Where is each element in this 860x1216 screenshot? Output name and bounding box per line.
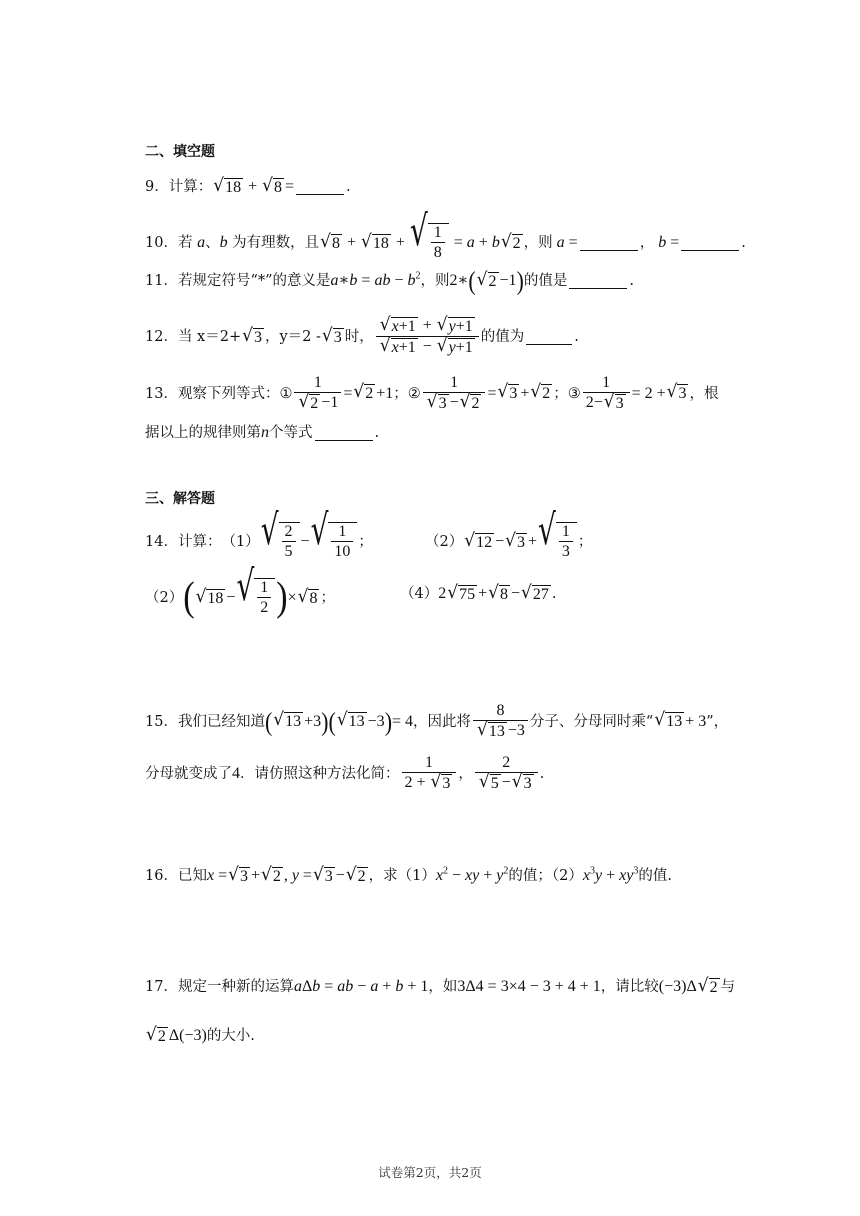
question-17: 17． 规定一种新的运算 aΔb = ab − a + b + 1 ，如 3Δ4 = 3×4 − 3 + 4 + 1 ，请比较 (−3)Δ √ 2 与 <box>145 974 736 996</box>
answer-blank[interactable] <box>569 274 627 289</box>
section-title-answer: 三、解答题 <box>145 491 215 507</box>
answer-blank-a[interactable] <box>580 236 638 251</box>
question-12: 12． 当 x＝2+ √ 3 ，y＝2 - √ 3 时， √ x+1 + √ y+1 √ x+1 − √ y+1 的值为 . <box>145 314 579 357</box>
question-14-part-2: （2） √ 12 − √ 3 + √ $\frac{1}{3}$ ； <box>425 505 593 560</box>
question-15: 15． 我们已经知道 ( √ 13 +3 ) ( √ 13 −3 ) = 4 ，因此将 8 √ 13 −3 分子、分母同时乘“ √ 13 + 3 ”， <box>145 702 729 741</box>
question-14-part-4: （4） 2 √ 75 + √ 8 − √ 27 . <box>400 581 557 603</box>
section-title-fill-blank: 二、填空题 <box>145 144 215 160</box>
question-14-part-3: （2） ( √ 18 − √ $\frac{1}{2}$ ) × √ 8 ； <box>145 561 335 620</box>
page-footer: 试卷第2页，共2页 <box>378 1165 482 1180</box>
question-13-line-2: 据以上的规律则第 n 个等式 . <box>145 424 380 441</box>
answer-blank[interactable] <box>526 330 572 345</box>
question-15-line-2: 分母就变成了 4 ．请仿照这种方法化简： 1 2 + √ 3 ， 2 √ 5 − √ 3 . <box>145 754 545 793</box>
question-13: 13． 观察下列等式： ① 1 √ 2 −1 = √ 2 +1 ； ② 1 √ 3 − √ 2 = √ 3 + √ 2 ； ③ 1 2− √ 3 = 2 + √ 3 ，根 <box>145 374 719 413</box>
question-9: 9． 计算： √ 18 + √ 8 = . <box>145 174 351 196</box>
question-10: 10． 若 a 、 b 为有理数，且 √ 8 + √ 18 + √ $\frac{1}{8}$ = a + b √ 2 ，则 a = ， b = . <box>145 206 746 261</box>
answer-blank[interactable] <box>315 426 373 441</box>
question-14: 14． 计算： （1） √ $\frac{2}{5}$ − √ $\frac{1}{10}$ ； <box>145 505 373 560</box>
question-17-line-2: √ 2 Δ(−3) 的大小. <box>146 1023 255 1045</box>
answer-blank-b[interactable] <box>681 236 739 251</box>
question-11: 11． 若规定符号“*”的意义是 a∗b = ab − $b^2$ ，则 2∗ ( √ 2 −1 ) 的值是 . <box>145 265 634 296</box>
answer-blank[interactable] <box>296 180 344 195</box>
question-16: 16． 已知 x = √ 3 + √ 2 , y = √ 3 − √ 2 ，求（1） $x^2$ − xy + $y^2$ 的值；（2） $x^3y + xy^3$ 的值. <box>145 863 672 885</box>
